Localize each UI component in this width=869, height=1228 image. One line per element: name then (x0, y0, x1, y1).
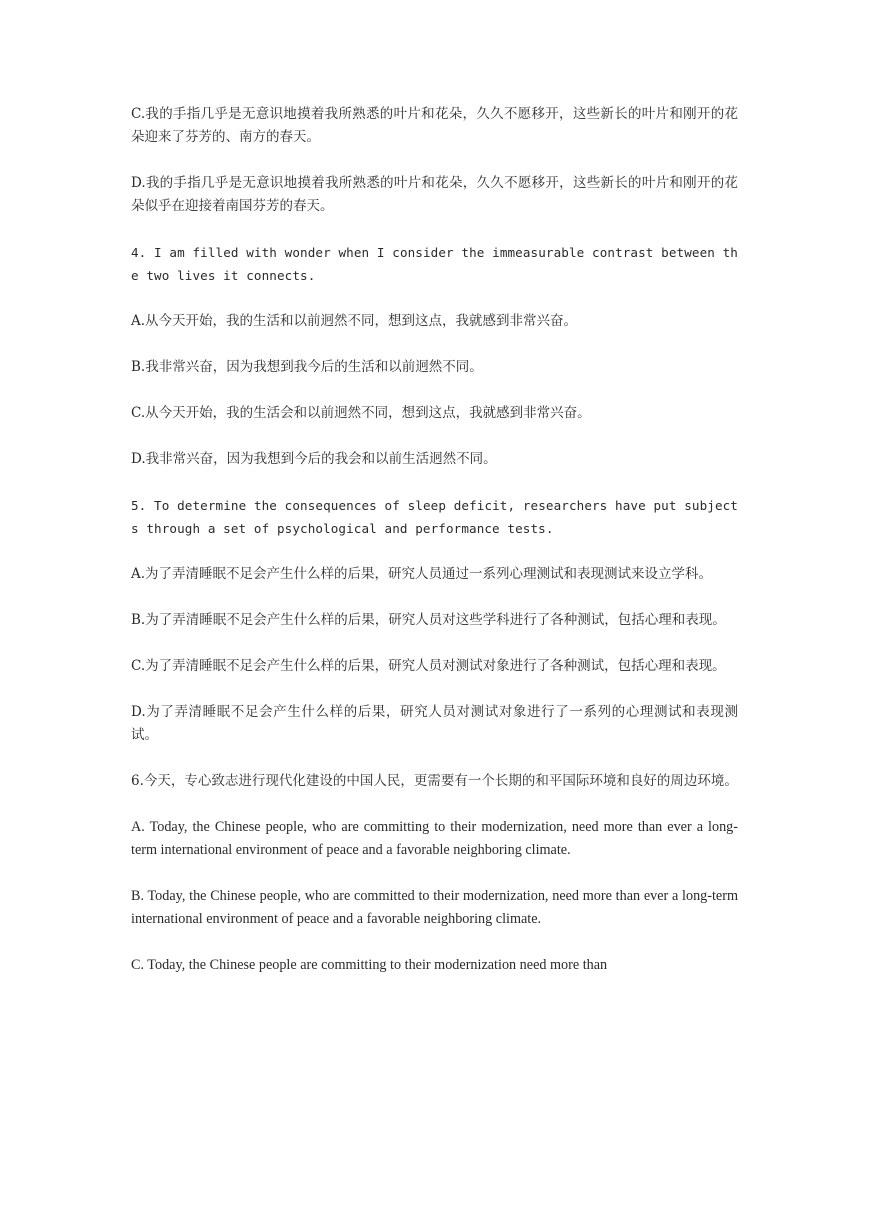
option-4d: D.我非常兴奋，因为我想到今后的我会和以前生活迥然不同。 (131, 451, 497, 467)
option-5d: D.为了弄清睡眠不足会产生什么样的后果，研究人员对测试对象进行了一系列的心理测试和表现测试。 (131, 704, 738, 743)
document-body (131, 103, 738, 977)
option-4b: B.我非常兴奋，因为我想到我今后的生活和以前迥然不同。 (131, 359, 483, 375)
option-3c: C.我的手指几乎是无意识地摸着我所熟悉的叶片和花朵，久久不愿移开，这些新长的叶片和刚开的花朵迎来了芬芳的、南方的春天。 (131, 106, 738, 145)
option-6a: A. Today, the Chinese people, who are committing to their modernization, need more than ever a long-term international environment of peace and a favorable neighboring climate. (131, 819, 738, 858)
option-4c: C.从今天开始，我的生活会和以前迥然不同，想到这点，我就感到非常兴奋。 (131, 405, 591, 421)
option-3d: D.我的手指几乎是无意识地摸着我所熟悉的叶片和花朵，久久不愿移开，这些新长的叶片和刚开的花朵似乎在迎接着南国芬芳的春天。 (131, 175, 738, 214)
option-6c: C. Today, the Chinese people are committing to their modernization need more than (131, 957, 608, 973)
question-4-stem: 4. I am filled with wonder when I consider the immeasurable contrast between the two lives it connects. (131, 245, 738, 283)
option-4a: A.从今天开始，我的生活和以前迥然不同，想到这点，我就感到非常兴奋。 (131, 313, 578, 329)
option-5c: C.为了弄清睡眠不足会产生什么样的后果，研究人员对测试对象进行了各种测试，包括心理和表现。 (131, 658, 726, 674)
question-6-stem: 6.今天，专心致志进行现代化建设的中国人民，更需要有一个长期的和平国际环境和良好的周边环境。 (131, 773, 738, 789)
option-5a: A.为了弄清睡眠不足会产生什么样的后果，研究人员通过一系列心理测试和表现测试来设立学科。 (131, 566, 713, 582)
option-5b: B.为了弄清睡眠不足会产生什么样的后果，研究人员对这些学科进行了各种测试，包括心理和表现。 (131, 612, 726, 628)
question-5-stem: 5. To determine the consequences of sleep deficit, researchers have put subjects through a set of psychological and performance tests. (131, 498, 738, 536)
option-6b: B. Today, the Chinese people, who are committed to their modernization, need more than ever a long-term international environment of peace and a favorable neighboring climate. (131, 888, 738, 927)
